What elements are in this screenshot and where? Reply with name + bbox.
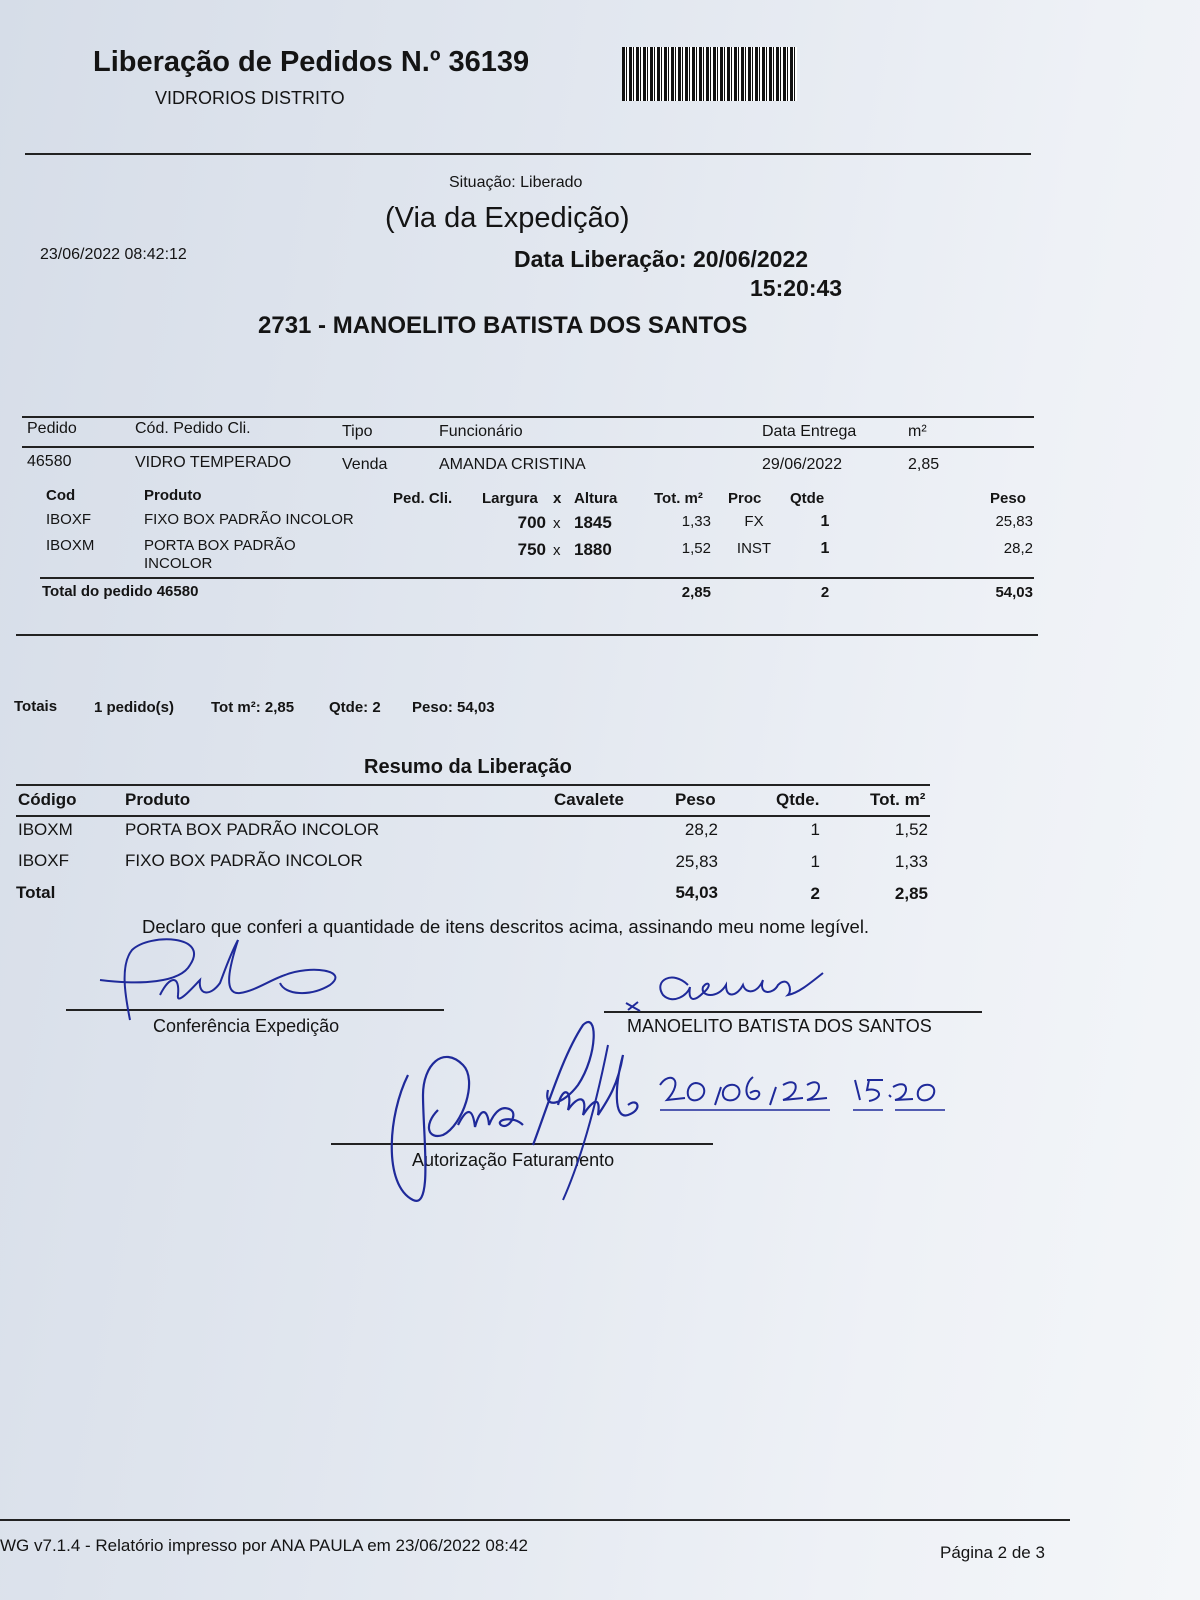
order-m2: 2,85: [908, 456, 940, 473]
item-proc: INST: [736, 540, 772, 557]
status-text: Situação: Liberado: [449, 174, 583, 191]
summary-codigo: IBOXM: [18, 820, 73, 839]
col-pedido-header: Pedido: [27, 420, 77, 437]
totals-pedidos: 1 pedido(s): [94, 699, 175, 716]
item-produto-header: Produto: [144, 487, 202, 504]
summary-tot-m2: 1,33: [894, 852, 928, 871]
summary-header-rule: [16, 815, 930, 817]
order-table-bottom-rule: [16, 634, 1038, 636]
item-largura: 750: [517, 540, 546, 559]
item-largura-header: Largura: [482, 490, 538, 507]
summary-qtde: 1: [810, 820, 820, 839]
totals-qtde: Qtde: 2: [329, 699, 381, 716]
summary-title: Resumo da Liberação: [364, 756, 572, 778]
item-x: x: [553, 515, 561, 532]
print-datetime: 23/06/2022 08:42:12: [40, 246, 187, 263]
summary-produto: FIXO BOX PADRÃO INCOLOR: [125, 851, 363, 870]
autorizacao-label: Autorização Faturamento: [412, 1150, 615, 1170]
item-cod: IBOXM: [46, 537, 95, 554]
totals-m2: Tot m²: 2,85: [211, 699, 295, 716]
item-altura: 1845: [574, 513, 612, 532]
summary-total-label: Total: [16, 883, 56, 902]
declaration-text: Declaro que conferi a quantidade de itens descritos acima, assinando meu nome legível.: [142, 916, 870, 937]
col-data-entrega-header: Data Entrega: [762, 423, 857, 440]
handwritten-date: [655, 1065, 975, 1125]
item-proc-header: Proc: [728, 490, 762, 507]
col-cod-cli-header: Cód. Pedido Cli.: [135, 420, 251, 437]
item-cod-header: Cod: [46, 487, 76, 504]
item-altura-header: Altura: [574, 490, 618, 507]
item-peso-header: Peso: [990, 490, 1026, 507]
item-produto: PORTA BOX PADRÃO: [144, 537, 296, 554]
summary-top-rule: [16, 784, 930, 786]
summary-total-m2: 2,85: [894, 884, 928, 903]
order-total-label: Total do pedido 46580: [42, 583, 199, 600]
summary-qtde: 1: [810, 852, 820, 871]
release-time: 15:20:43: [750, 275, 843, 301]
item-produto-line2: INCOLOR: [144, 555, 213, 572]
order-table-top-rule: [22, 416, 1034, 418]
summary-cavalete-header: Cavalete: [554, 790, 624, 809]
paulo-signature: [70, 925, 370, 1045]
item-ped-cli-header: Ped. Cli.: [393, 490, 453, 507]
item-cod: IBOXF: [46, 511, 92, 528]
order-header-rule: [22, 446, 1034, 448]
summary-qtde-header: Qtde.: [776, 790, 820, 809]
order-total-rule: [40, 577, 1034, 579]
order-data-entrega: 29/06/2022: [762, 456, 843, 473]
order-tipo: Venda: [342, 456, 388, 473]
item-produto: FIXO BOX PADRÃO INCOLOR: [144, 511, 354, 528]
cliente-signature-label: MANOELITO BATISTA DOS SANTOS: [627, 1016, 932, 1036]
footer-page-number: Página 2 de 3: [940, 1543, 1045, 1562]
col-tipo-header: Tipo: [342, 423, 373, 440]
totals-peso: Peso: 54,03: [412, 699, 495, 716]
item-altura: 1880: [574, 540, 612, 559]
item-tot-m2: 1,52: [681, 540, 711, 557]
order-total-qtde: 2: [820, 584, 830, 601]
item-qtde: 1: [820, 513, 830, 530]
item-qtde: 1: [820, 540, 830, 557]
order-number: 46580: [27, 453, 72, 470]
item-largura: 700: [517, 513, 546, 532]
summary-produto: PORTA BOX PADRÃO INCOLOR: [125, 820, 380, 839]
col-funcionario-header: Funcionário: [439, 423, 523, 440]
totals-label: Totais: [14, 698, 58, 715]
summary-produto-header: Produto: [125, 790, 191, 809]
summary-codigo: IBOXF: [18, 851, 70, 870]
company-name: VIDRORIOS DISTRITO: [155, 88, 345, 108]
via-label: (Via da Expedição): [385, 202, 630, 234]
item-qtde-header: Qtde: [790, 490, 825, 507]
summary-peso: 28,2: [684, 820, 718, 839]
col-m2-header: m²: [908, 423, 927, 440]
footer-printed-by: WG v7.1.4 - Relatório impresso por ANA PAULA em 23/06/2022 08:42: [0, 1536, 528, 1555]
item-proc: FX: [744, 513, 764, 530]
barcode: [622, 47, 797, 101]
page-title: Liberação de Pedidos N.º 36139: [93, 46, 530, 78]
ana-paula-signature: [383, 1015, 673, 1215]
client-name: 2731 - MANOELITO BATISTA DOS SANTOS: [258, 312, 748, 339]
item-tot-m2: 1,33: [681, 513, 711, 530]
item-peso: 28,2: [1003, 540, 1033, 557]
order-total-m2: 2,85: [681, 584, 711, 601]
summary-peso: 25,83: [675, 852, 718, 871]
footer-rule: [0, 1519, 1070, 1521]
conferencia-label: Conferência Expedição: [153, 1016, 340, 1036]
release-date: Data Liberação: 20/06/2022: [514, 246, 809, 272]
order-total-peso: 54,03: [995, 584, 1033, 601]
summary-tot-m2: 1,52: [894, 820, 928, 839]
item-x: x: [553, 542, 561, 559]
item-tot-m2-header: Tot. m²: [654, 490, 703, 507]
summary-total-qtde: 2: [810, 884, 820, 903]
summary-total-peso: 54,03: [675, 883, 718, 902]
item-x-header: x: [553, 490, 562, 507]
order-cod-cli: VIDRO TEMPERADO: [135, 454, 292, 471]
summary-codigo-header: Código: [18, 790, 77, 809]
order-funcionario: AMANDA CRISTINA: [439, 456, 586, 473]
item-peso: 25,83: [995, 513, 1033, 530]
summary-peso-header: Peso: [675, 790, 716, 809]
summary-tot-m2-header: Tot. m²: [870, 790, 926, 809]
header-rule: [25, 153, 1031, 155]
